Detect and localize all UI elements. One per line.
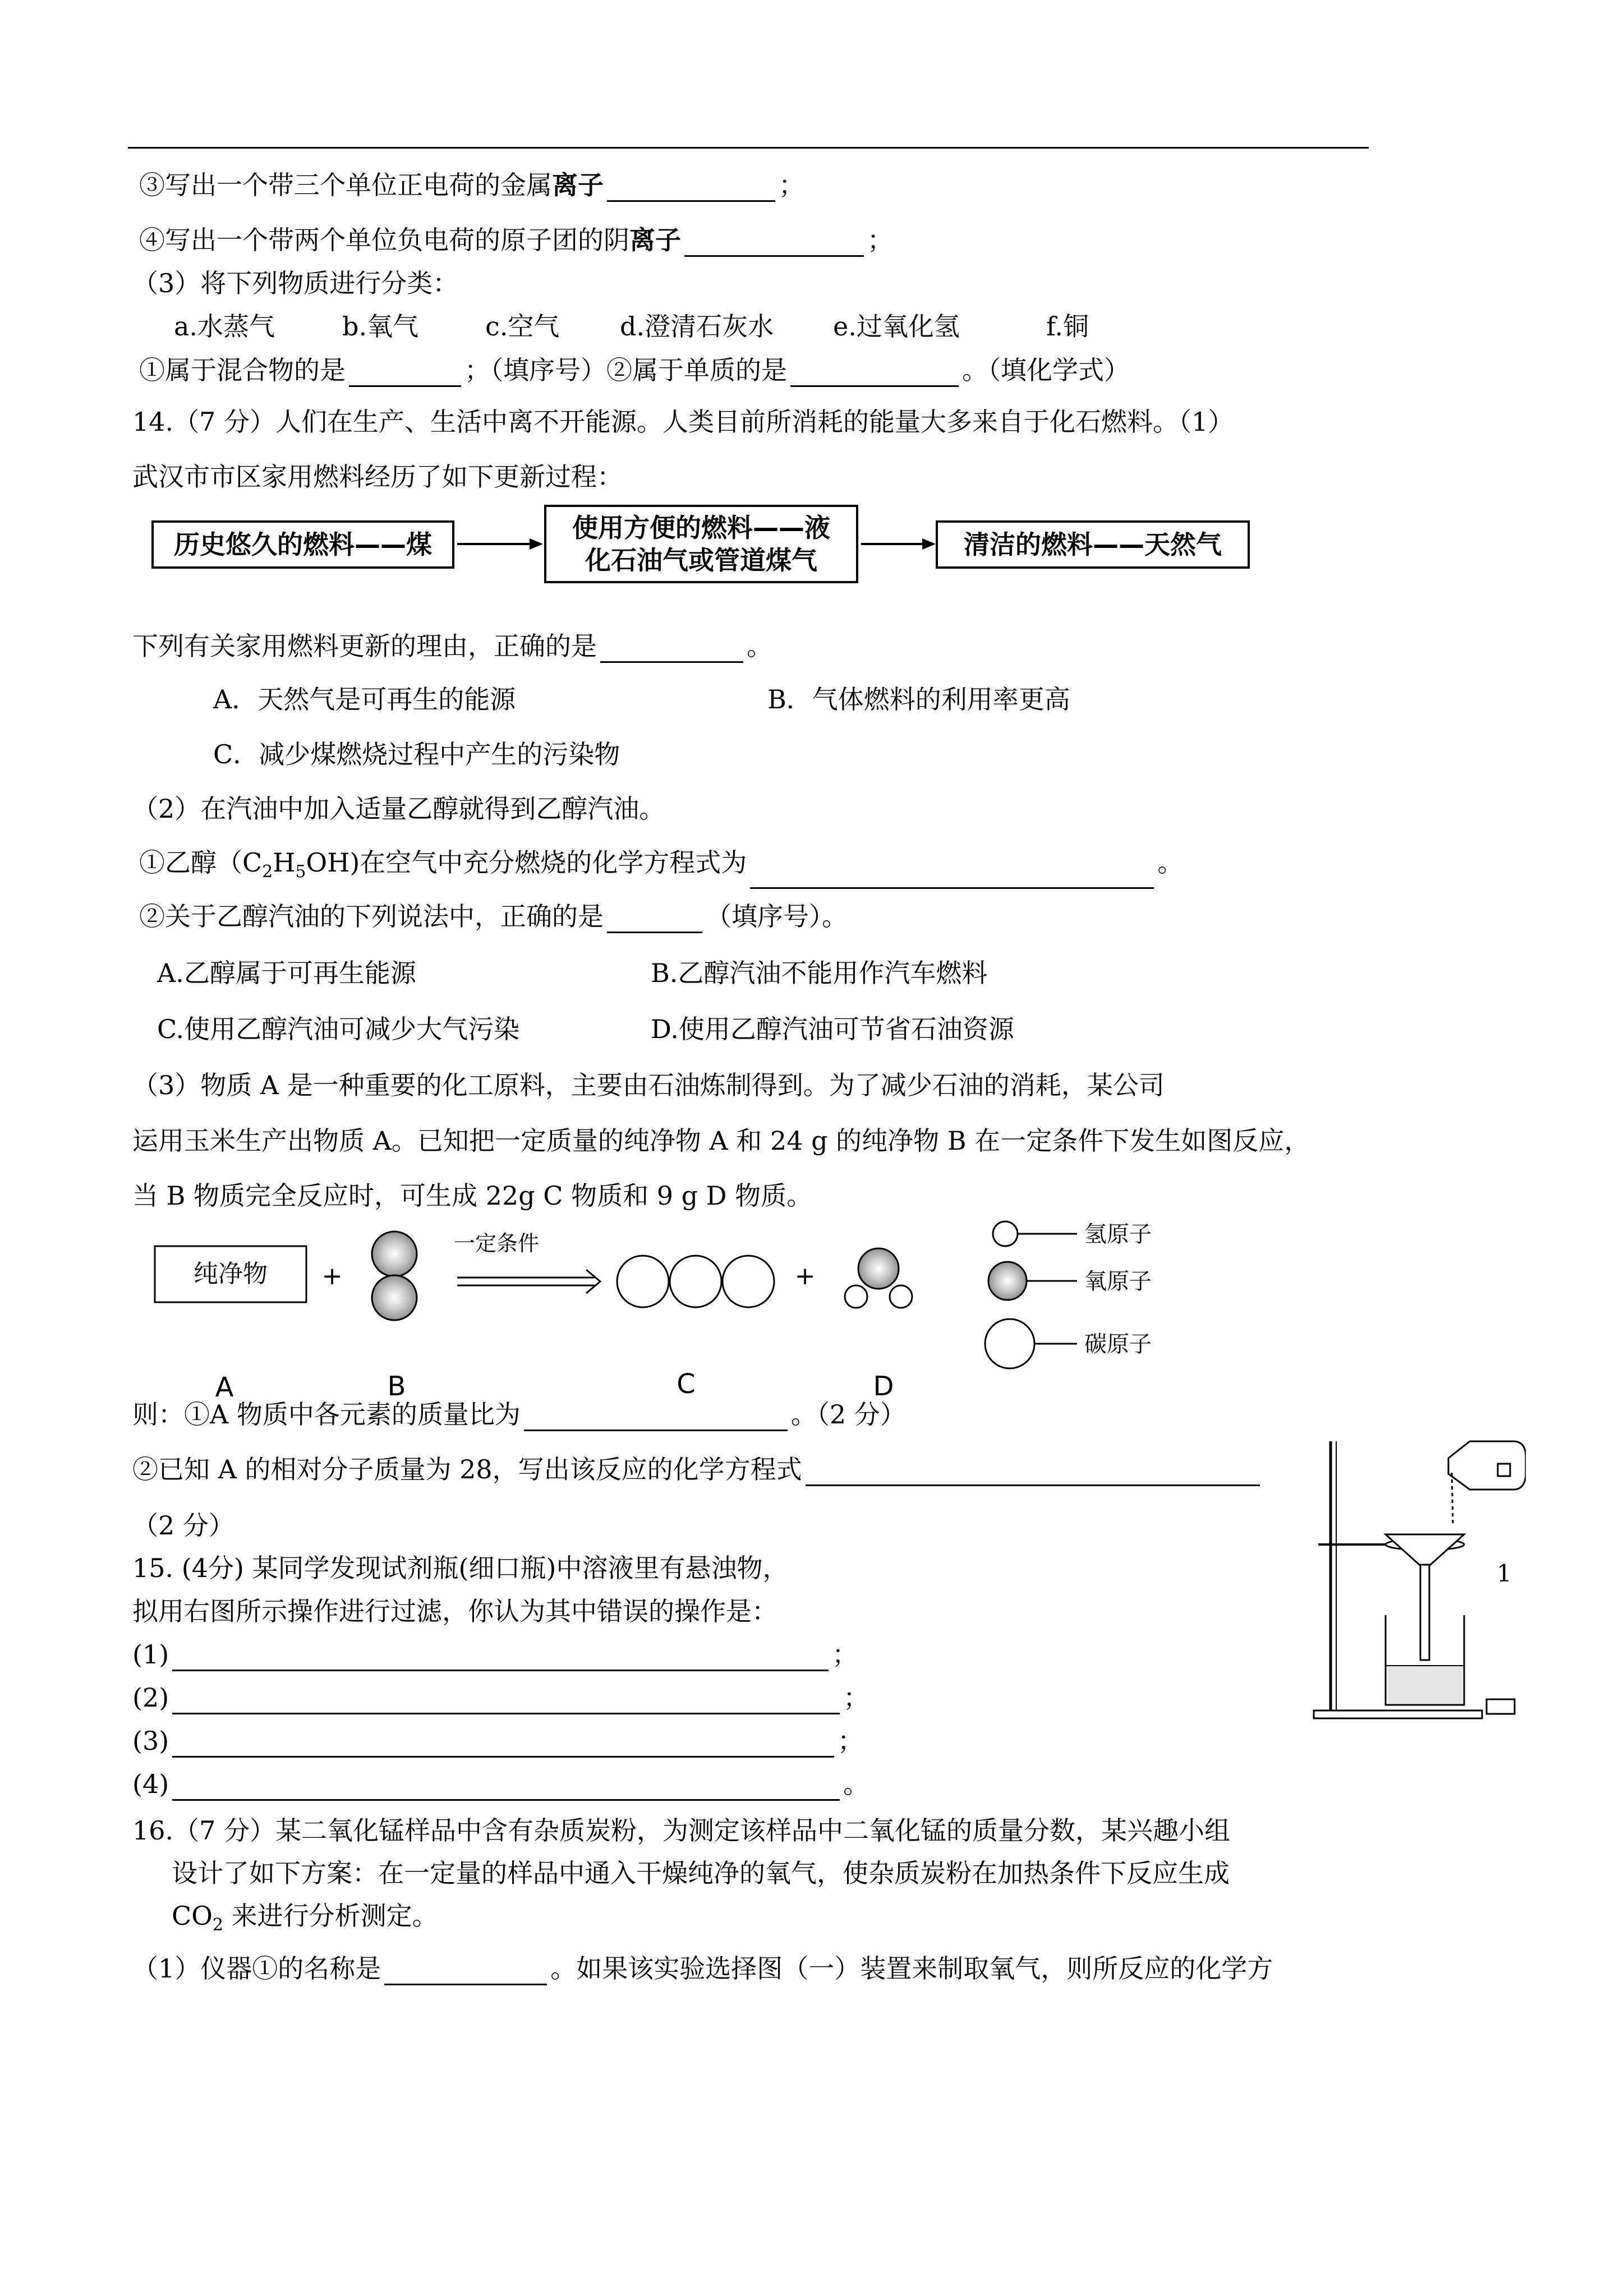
legend-oxygen-label: 氧原子 (1084, 1269, 1152, 1294)
oxygen-atom-icon (617, 1256, 669, 1307)
reaction-arrow-icon (586, 1270, 600, 1293)
legend-carbon-icon (985, 1319, 1034, 1368)
q16-stem-line2: 设计了如下方案：在一定量的样品中通入干燥纯净的氧气，使杂质炭粉在加热条件下反应生成 (172, 1858, 1230, 1888)
q14-part3-q2: ②已知 A 的相对分子质量为 28，写出该反应的化学方程式 (132, 1453, 1263, 1486)
label-b: B (387, 1371, 406, 1402)
hydrogen-atom-icon (890, 1285, 912, 1308)
flow-arrow-2 (858, 530, 937, 558)
answer-blank[interactable] (607, 907, 702, 933)
plus-sign-2: + (794, 1262, 816, 1290)
legend-oxygen-icon (988, 1262, 1027, 1300)
q14-stem-line2: 武汉市市区家用燃料经历了如下更新过程： (132, 462, 623, 492)
oxygen-atom-icon (372, 1232, 417, 1276)
answer-blank[interactable] (600, 637, 743, 663)
q14-part2-option-c: C.使用乙醇汽油可减少大气污染 (157, 1014, 520, 1044)
answer-blank[interactable] (750, 863, 1154, 889)
option-f: f.铜 (1046, 311, 1089, 342)
q14-part2: （2）在汽油中加入适量乙醇就得到乙醇汽油。 (132, 794, 665, 824)
answer-blank[interactable] (790, 361, 959, 387)
q14-part3-q2-score: （2 分） (132, 1510, 234, 1541)
q14-part2-option-b: B.乙醇汽油不能用作汽车燃料 (651, 958, 988, 988)
option-e: e.过氧化氢 (833, 311, 960, 342)
answer-blank[interactable] (384, 1959, 547, 1985)
legend-hydrogen-label: 氢原子 (1084, 1221, 1152, 1247)
reactant-a-box-label: 纯净物 (194, 1260, 268, 1288)
option-b: b.氧气 (342, 311, 419, 342)
q14-part2-option-a: A.乙醇属于可再生能源 (157, 958, 416, 988)
answer-blank[interactable] (349, 361, 461, 387)
q14-stem-line1: 14.（7 分）人们在生产、生活中离不开能源。人类目前所消耗的能量大多来自于化石燃料。（1） (132, 407, 1234, 437)
option-c: c.空气 (485, 311, 560, 342)
q15-stem-line1: 15. (4分) 某同学发现试剂瓶(细口瓶)中溶液里有悬浊物， (132, 1553, 789, 1583)
answer-blank[interactable] (684, 230, 864, 257)
carbon-atom-icon (670, 1256, 721, 1307)
q14-part2-q1: ①乙醇$(C_2H_5OH)$在空气中充分燃烧的化学方程式为 。 (139, 846, 1183, 889)
q14-q1-option-a: A．天然气是可再生的能源 (213, 684, 516, 714)
q14-q1-line: 下列有关家用燃料更新的理由，正确的是 。 (132, 629, 772, 663)
q14-part3-line1: （3）物质 A 是一种重要的化工原料，主要由石油炼制得到。为了减少石油的消耗，某公司 (132, 1070, 1165, 1100)
reaction-diagram (135, 1206, 1234, 1408)
option-a: a.水蒸气 (174, 311, 275, 342)
q14-part3-line3: 当 B 物质完全反应时，可生成 22g C 物质和 9 g D 物质。 (132, 1181, 813, 1211)
q13-line4: ④写出一个带两个单位负电荷的原子团的阴离子 ； (139, 223, 893, 257)
arrow-condition-label: 一定条件 (453, 1231, 540, 1256)
legend-hydrogen-icon (993, 1221, 1018, 1246)
plus-sign-1: + (321, 1262, 343, 1290)
answer-blank[interactable] (524, 1405, 788, 1431)
flow-box-lpg: 使用方便的燃料——液 化石油气或管道煤气 (544, 505, 858, 583)
label-a: A (215, 1372, 234, 1403)
option-d: d.澄清石灰水 (620, 311, 774, 342)
q13-part3: （3）将下列物质进行分类： (132, 268, 459, 298)
answer-blank[interactable] (607, 176, 775, 202)
q13-options (174, 310, 1089, 343)
q15-answer-2: (2) ； (132, 1681, 869, 1714)
flow-box-coal: 历史悠久的燃料——煤 (151, 520, 454, 569)
legend-carbon-label: 碳原子 (1084, 1331, 1152, 1357)
q14-part3-q1: 则：①A 物质中各元素的质量比为 。（2 分） (132, 1398, 906, 1431)
label-d: D (873, 1371, 894, 1402)
hydrogen-atom-icon (845, 1285, 867, 1308)
answer-blank[interactable] (806, 1460, 1260, 1486)
flow-box-natural-gas: 清洁的燃料——天然气 (936, 520, 1250, 569)
oxygen-atom-icon (723, 1256, 774, 1307)
q14-part3-line2: 运用玉米生产出物质 A。已知把一定质量的纯净物 A 和 24 g 的纯净物 B 在一定条件下发生如图反应， (132, 1126, 1310, 1156)
answer-blank[interactable] (172, 1645, 829, 1671)
q16-part1: （1）仪器①的名称是 。如果该实验选择图（一）装置来制取氧气，则所反应的化学方 (132, 1952, 1273, 1985)
answer-blank[interactable] (172, 1774, 840, 1801)
q16-stem-line3: $CO_2$ 来进行分析测定。 (172, 1901, 438, 1935)
q13-answer-line: ①属于混合物的是 ；（填序号）②属于单质的是 。（填化学式） (139, 353, 1130, 387)
q16-stem-line1: 16.（7 分）某二氧化锰样品中含有杂质炭粉，为测定该样品中二氧化锰的质量分数，某兴趣小组 (132, 1815, 1231, 1846)
q13-line3: ③写出一个带三个单位正电荷的金属离子 ； (139, 168, 804, 202)
page-number: 1 (1497, 1560, 1512, 1587)
q15-answer-3: (3) ； (132, 1724, 863, 1758)
q14-part2-q2: ②关于乙醇汽油的下列说法中，正确的是 （填序号）。 (139, 900, 848, 933)
flow-arrow-1 (454, 530, 544, 558)
q14-q1-option-b: B．气体燃料的利用率更高 (767, 684, 1070, 714)
q14-q1-option-c: C．减少煤燃烧过程中产生的污染物 (213, 739, 620, 769)
filtration-apparatus-figure (1301, 1430, 1526, 1733)
oxygen-atom-icon (858, 1248, 899, 1289)
oxygen-atom-icon (372, 1275, 417, 1320)
label-c: C (677, 1368, 696, 1400)
q15-answer-4: (4) 。 (132, 1767, 869, 1801)
answer-blank[interactable] (172, 1688, 840, 1714)
q14-part2-option-d: D.使用乙醇汽油可节省石油资源 (651, 1014, 1014, 1044)
top-rule (128, 147, 1369, 149)
q15-stem-line2: 拟用右图所示操作进行过滤，你认为其中错误的操作是： (132, 1596, 778, 1626)
answer-blank[interactable] (172, 1731, 834, 1758)
q15-answer-1: (1) ； (132, 1638, 858, 1671)
